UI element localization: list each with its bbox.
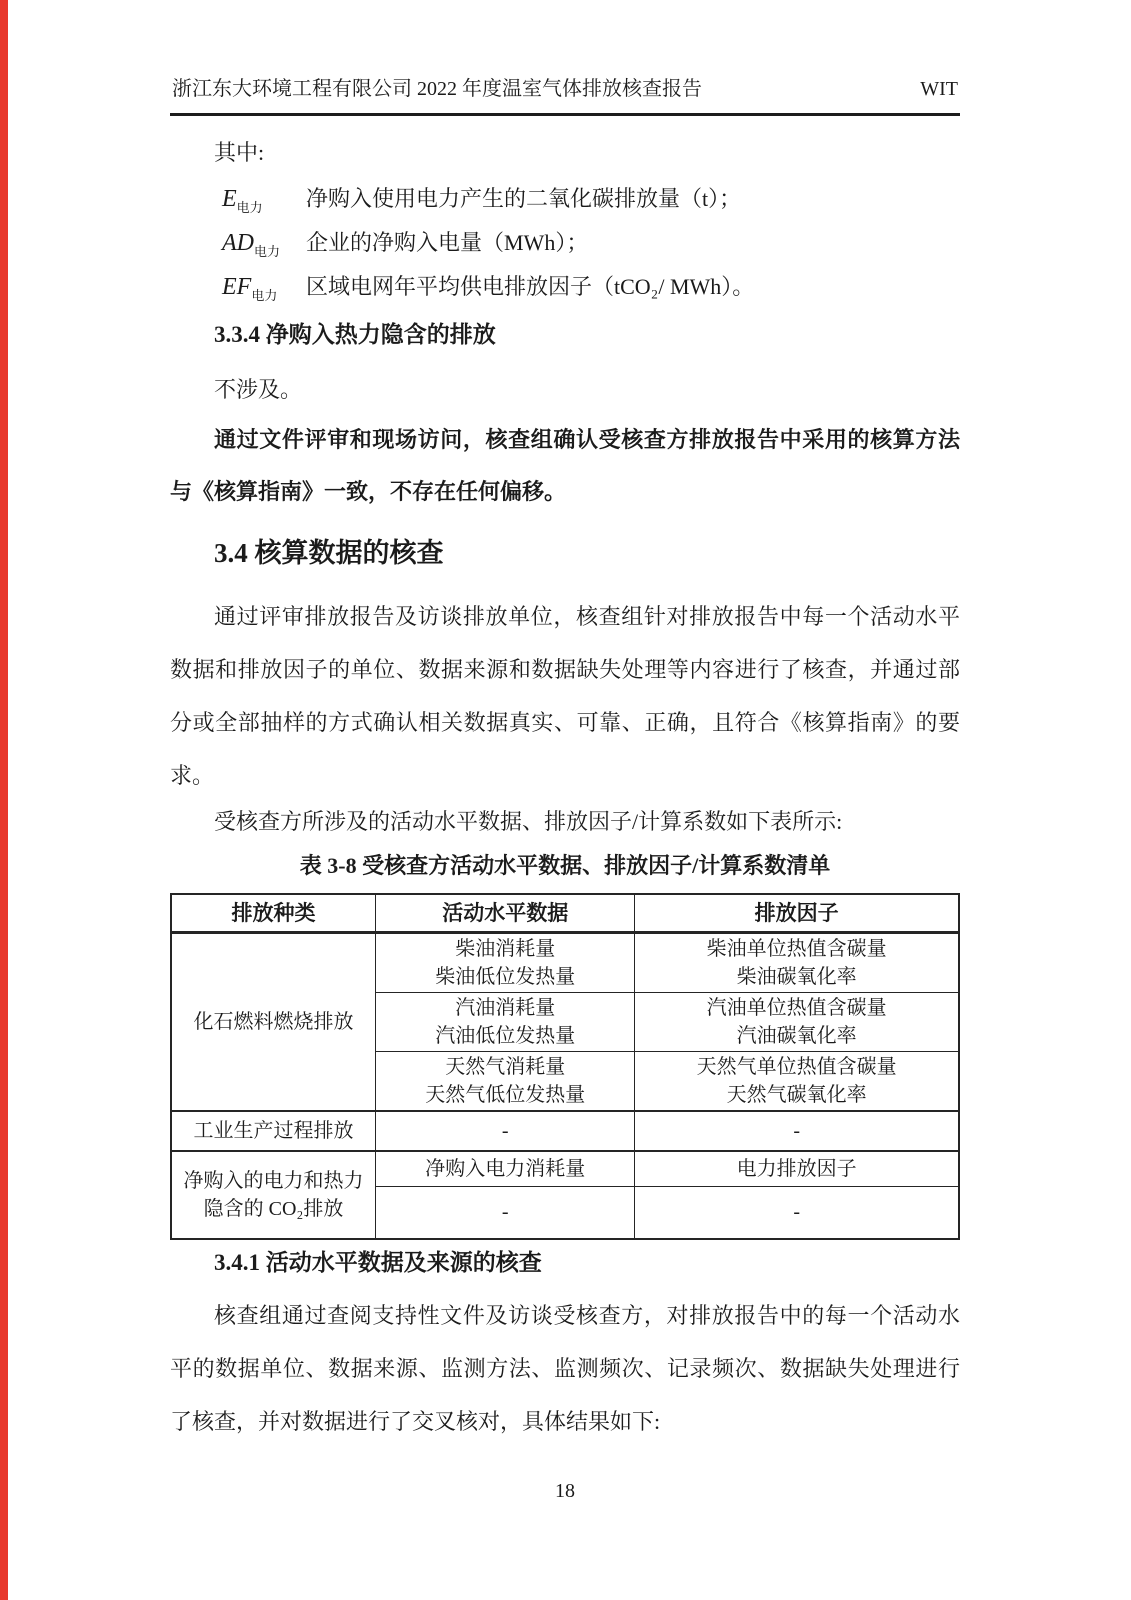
section-heading-3-4: 3.4 核算数据的核查: [214, 538, 444, 568]
definitions-list: [222, 182, 960, 303]
cell-category-fossil-fuel: 化石燃料燃烧排放: [171, 932, 376, 1111]
symbol-base: E: [222, 186, 237, 212]
section-heading-3-4-1: 3.4.1 活动水平数据及来源的核查: [214, 1249, 542, 1275]
definition-text: 净购入使用电力产生的二氧化碳排放量（t）；: [306, 186, 742, 211]
definition-text: 企业的净购入电量（MWh）；: [306, 230, 589, 255]
symbol-base: EF: [222, 274, 252, 300]
cell-industrial-factor: -: [635, 1111, 959, 1151]
symbol-e-power: [222, 186, 306, 216]
cell-category-industrial: 工业生产过程排放: [171, 1111, 376, 1151]
definition-text: 区域电网年平均供电排放因子（tCO₂/ MWh）。: [306, 274, 755, 299]
cell-gasoline-activity: [376, 992, 635, 1051]
symbol-subscript: 电力: [236, 199, 263, 215]
column-header-emission-type: 排放种类: [171, 894, 376, 932]
left-edge-red-bar: [0, 0, 8, 1600]
report-title: 浙江东大环境工程有限公司 2022 年度温室气体排放核查报告: [172, 78, 702, 100]
cell-line: 柴油单位热值含碳量: [706, 937, 887, 960]
definition-row: [222, 270, 960, 303]
cell-electricity-factor: 电力排放因子: [635, 1151, 959, 1187]
symbol-ad-power: [222, 230, 306, 260]
cell-line: 天然气单位热值含碳量: [696, 1055, 897, 1078]
cell-line: 汽油碳氧化率: [736, 1024, 857, 1047]
cell-heat-factor: -: [635, 1187, 959, 1239]
cell-natural-gas-factor: [635, 1051, 959, 1111]
section-3-3-4-body: 不涉及。: [214, 377, 303, 402]
symbol-subscript: 电力: [251, 287, 278, 303]
verification-conclusion-paragraph: 通过文件评审和现场访问，核查组确认受核查方排放报告中采用的核算方法与《核算指南》一致，不存在任何偏移。: [170, 427, 960, 504]
table-row-diesel: [171, 932, 959, 992]
cell-line: 汽油消耗量: [455, 996, 556, 1019]
table-lead-in-sentence: 受核查方所涉及的活动水平数据、排放因子/计算系数如下表所示:: [214, 809, 843, 834]
section-heading-3-3-4: 3.3.4 净购入热力隐含的排放: [214, 322, 496, 347]
cell-gasoline-factor: [635, 992, 959, 1051]
cell-electricity-activity: 净购入电力消耗量: [376, 1151, 635, 1187]
definitions-intro: 其中:: [214, 140, 265, 165]
cell-line: 汽油单位热值含碳量: [706, 996, 887, 1019]
table-header-row: [171, 894, 959, 932]
table-row-industrial-process: [171, 1111, 959, 1151]
symbol-subscript: 电力: [254, 243, 281, 259]
cell-diesel-activity: [376, 932, 635, 992]
cell-line: 天然气碳氧化率: [726, 1083, 867, 1106]
table-row-purchased-electricity: [171, 1151, 959, 1187]
table-3-8: [170, 893, 960, 1240]
header-brand: WIT: [920, 78, 958, 100]
cell-category-purchased-power-heat: 净购入的电力和热力隐含的 CO₂排放: [171, 1151, 376, 1239]
cell-line: 天然气低位发热量: [425, 1083, 586, 1106]
cell-line: 汽油低位发热量: [435, 1024, 576, 1047]
page-header: [170, 76, 960, 116]
cell-industrial-activity: -: [376, 1111, 635, 1151]
cell-diesel-factor: [635, 932, 959, 992]
section-3-4-paragraph: 通过评审排放报告及访谈排放单位，核查组针对排放报告中每一个活动水平数据和排放因子的单位、数据来源和数据缺失处理等内容进行了核查，并通过部分或全部抽样的方式确认相关数据真实、可靠、正确，且符合《核算指南》的要求。: [170, 604, 960, 788]
table-3-8-caption: 表 3-8 受核查方活动水平数据、排放因子/计算系数清单: [299, 853, 831, 878]
definition-row: [222, 226, 960, 259]
page-number: 18: [555, 1479, 575, 1502]
column-header-activity-data: 活动水平数据: [376, 894, 635, 932]
cell-line: 天然气消耗量: [445, 1055, 566, 1078]
cell-natural-gas-activity: [376, 1051, 635, 1111]
section-3-4-1-paragraph: 核查组通过查阅支持性文件及访谈受核查方，对排放报告中的每一个活动水平的数据单位、数据来源、监测方法、监测频次、记录频次、数据缺失处理进行了核查，并对数据进行了交叉核对，具体结果如下:: [170, 1302, 960, 1434]
symbol-base: AD: [222, 230, 254, 256]
cell-line: 柴油消耗量: [455, 937, 556, 960]
cell-line: 柴油低位发热量: [435, 965, 576, 988]
column-header-emission-factor: 排放因子: [635, 894, 959, 932]
cell-heat-activity: -: [376, 1187, 635, 1239]
cell-line: 柴油碳氧化率: [736, 965, 857, 988]
definition-row: [222, 182, 960, 215]
symbol-ef-power: [222, 274, 306, 304]
